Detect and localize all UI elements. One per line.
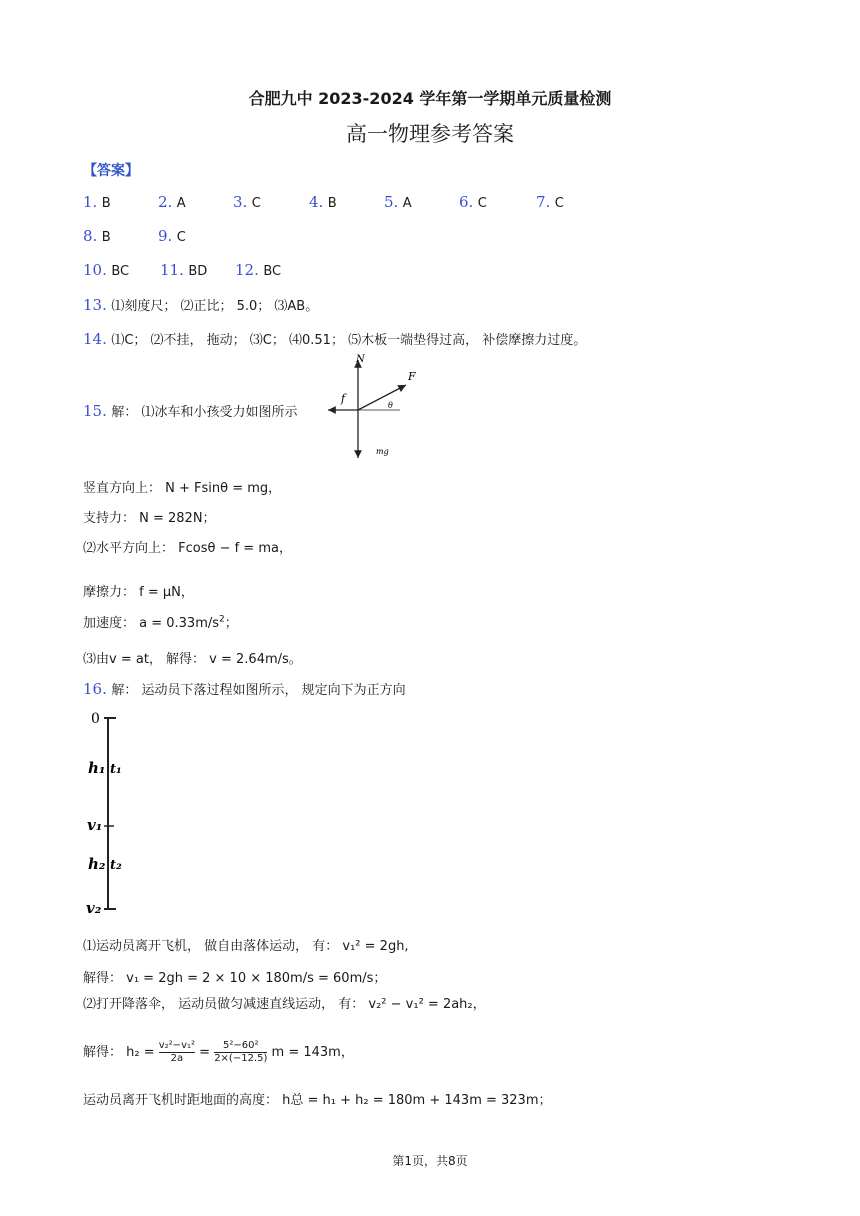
document-subtitle: 高一物理参考答案	[346, 122, 514, 146]
page-footer: 第1页，共8页	[392, 1154, 468, 1168]
q16-line-5: 运动员离开飞机时距地面的高度： h总 = h₁ + h₂ = 180m + 143m = 323m；	[83, 1093, 552, 1108]
answer-item: 1. B	[83, 193, 111, 211]
q16-line-4: 解得： h₂ = $\frac{\text{v₂²−v₁²}}{2a}$ = $\frac{\text{5²−60²}}{2\times(-12.5)}$ m = 143m，	[83, 1040, 354, 1064]
answer-item: 6. C	[459, 193, 487, 211]
fraction-2: $\frac{\text{5²−60²}}{2\times(-12.5)}$	[214, 1040, 268, 1064]
label-t1: t₁	[110, 762, 122, 777]
answer-item: 10. BC	[83, 261, 130, 279]
label-h2: h₂	[88, 855, 106, 873]
answer-item: 8. B	[83, 227, 111, 245]
label-f: f	[341, 392, 346, 405]
answer-item: 11. BD	[160, 261, 208, 279]
answer-tag: 【答案】	[83, 163, 139, 179]
q15-line-6: ⑶由v = at， 解得： v = 2.64m/s。	[83, 652, 302, 667]
label-F: F	[408, 370, 416, 383]
q15-line-1: 竖直方向上： N + Fsinθ = mg，	[83, 481, 282, 496]
answer-item: 5. A	[384, 193, 412, 211]
label-h1: h₁	[88, 759, 106, 777]
q16-line-3: ⑵打开降落伞， 运动员做匀减速直线运动， 有： v₂² − v₁² = 2ah₂，	[83, 997, 486, 1012]
document-title: 合肥九中 2023-2024 学年第一学期单元质量检测	[248, 89, 612, 108]
question-16-intro: 16. 解： 运动员下落过程如图所示， 规定向下为正方向	[83, 680, 406, 698]
label-t2: t₂	[110, 858, 122, 873]
answer-item: 2. A	[158, 193, 186, 211]
fall-diagram	[84, 708, 164, 918]
q15-line-3: ⑵水平方向上： Fcosθ − f = ma，	[83, 541, 292, 556]
q15-line-2: 支持力： N = 282N；	[83, 511, 216, 526]
answer-item: 7. C	[536, 193, 564, 211]
label-zero: 0	[91, 711, 100, 727]
answer-item: 9. C	[158, 227, 186, 245]
q16-line-1: ⑴运动员离开飞机， 做自由落体运动， 有： v₁² = 2gh,	[83, 939, 409, 954]
answer-item: 3. C	[233, 193, 261, 211]
answer-item: 4. B	[309, 193, 337, 211]
q16-line-2: 解得： v₁ = 2gh = 2 × 10 × 180m/s = 60m/s；	[83, 971, 387, 986]
question-13: 13. ⑴刻度尺； ⑵正比； 5.0； ⑶AB。	[83, 296, 319, 314]
question-15-intro: 15. 解： ⑴冰车和小孩受力如图所示	[83, 402, 298, 420]
fraction-1: $\frac{\text{v₂²−v₁²}}{2a}$	[158, 1040, 195, 1064]
label-mg: mg	[376, 447, 389, 456]
question-14: 14. ⑴C； ⑵不挂， 拖动； ⑶C； ⑷0.51； ⑸木板一端垫得过高， 补偿摩擦力过度。	[83, 330, 587, 348]
answer-item: 12. BC	[235, 261, 282, 279]
pull-force-arrow	[358, 385, 406, 410]
q15-line-5: 加速度： $a = 0.33m/s^2$；	[83, 614, 238, 631]
label-theta: θ	[388, 401, 393, 410]
label-N: N	[356, 354, 365, 365]
force-diagram	[320, 352, 430, 464]
q15-line-4: 摩擦力： f = μN，	[83, 585, 194, 600]
label-v2: v₂	[86, 899, 102, 917]
label-v1: v₁	[87, 816, 103, 834]
